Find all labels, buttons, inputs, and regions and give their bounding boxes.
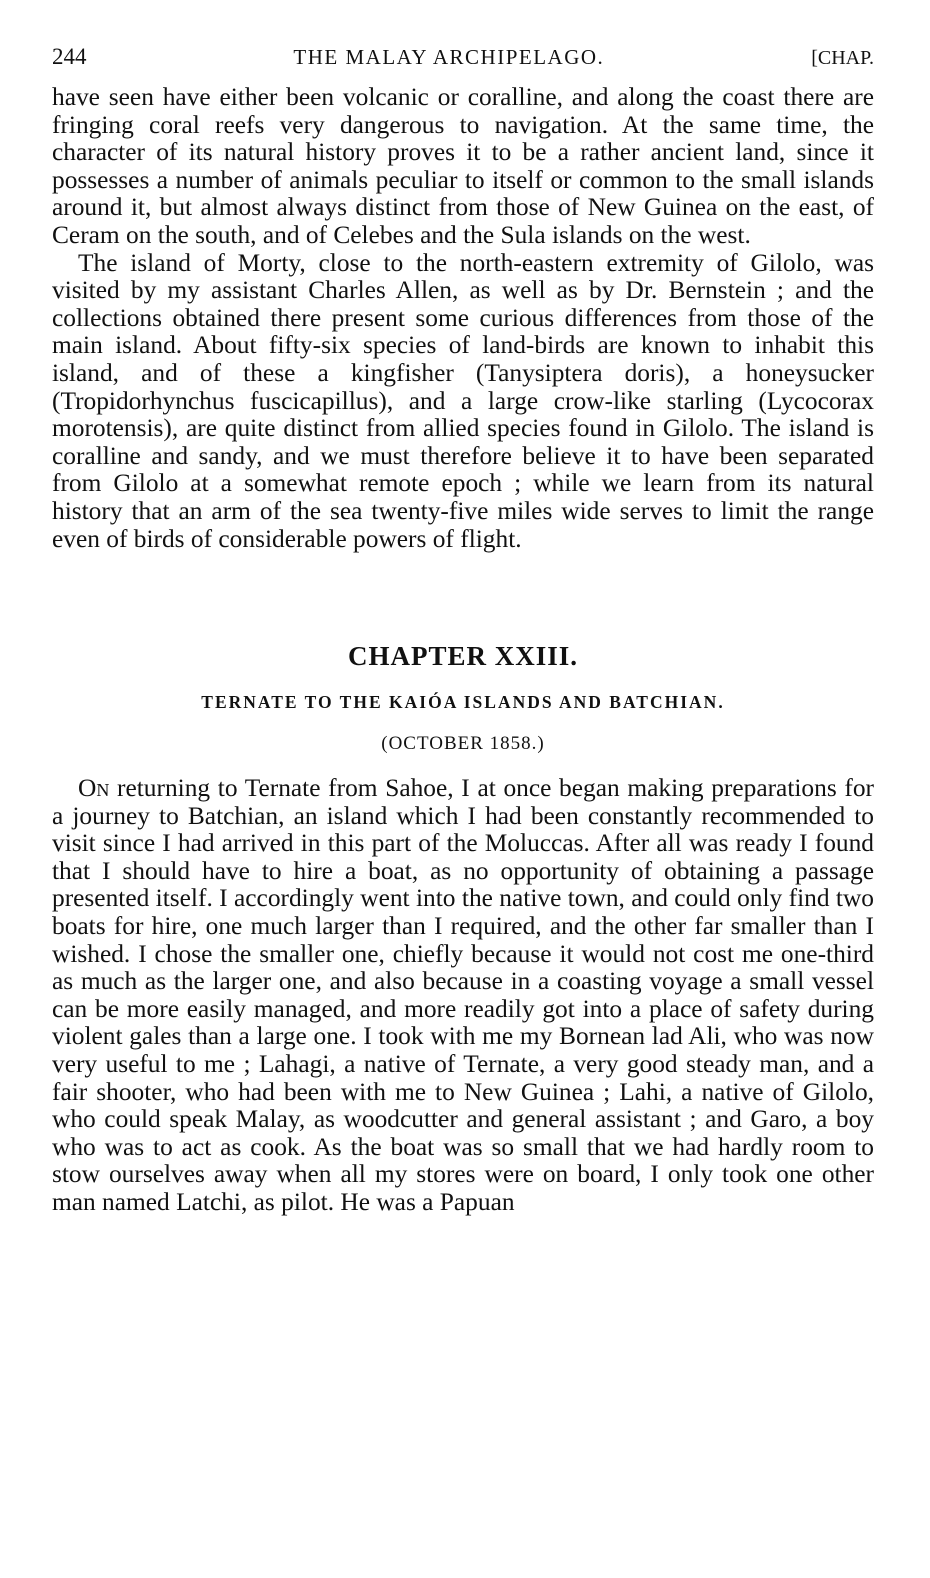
section-gap [52, 553, 874, 641]
chapter-subtitle: TERNATE TO THE KAIÓA ISLANDS AND BATCHIAN. [201, 692, 725, 713]
book-page [52, 44, 874, 1217]
paragraph-continuation: have seen have either been volcanic or coralline, and along the coast there are fringing coral reefs very dangerous to navigation. At the same time, the character of its natural history proves it to be a rather ancient land, since it possesses a number of animals peculiar to itself or common to the small islands around it, but almost always distinct from those of New Guinea on the east, of Ceram on the south, and of Celebes and the Sula islands on the west. [52, 83, 874, 249]
page-number: 244 [52, 44, 87, 69]
opening-text: returning to Ternate from Sahoe, I at once began making preparations for a journey to Batchian, an island which I had been constantly recommended to visit since I had arrived in this part of the Moluccas. After all was ready I found that I should have to hire a boat, as no opportunity of obtaining a passage presented itself. I accordingly went into the native town, and could only find two boats for hire, one much larger than I required, and the other far smaller than I wished. I chose the smaller one, chiefly because it would not cost me one-third as much as the larger one, and also because in a coasting voyage a small vessel can be more easily managed, and more readily got into a place of safety during violent gales than a large one. I took with me my Bornean lad Ali, who was now very useful to me ; Lahagi, a native of Ternate, a very good steady man, and a fair shooter, who had been with me to New Guinea ; Lahi, a native of Gilolo, who could speak Malay, as woodcutter and general assistant ; and Garo, a boy who was to act as cook. As the boat was so small that we had hardly room to stow ourselves away when all my stores were on board, I only took one other man named Latchi, as pilot. He was a Papuan [52, 774, 874, 1216]
chapter-mark: [CHAP. [811, 47, 874, 69]
chapter-title: CHAPTER XXIII. [347, 641, 579, 672]
paragraph-morty: The island of Morty, close to the north-eastern extremity of Gilolo, was visited by my assistant Charles Allen, as well as by Dr. Bernstein ; and the collections obtained there present some curious differences from those of the main island. About fifty-six species of land-birds are known to inhabit this island, and of these a kingfisher (Tanysiptera doris), a honeysucker (Tropidorhynchus fuscicapillus), and a large crow-like starling (Lycocorax morotensis), are quite distinct from allied species found in Gilolo. The island is coralline and sandy, and we must therefore believe it to have been separated from Gilolo at a somewhat remote epoch ; while we learn from its natural history that an arm of the sea twenty-five miles wide serves to limit the range even of birds of considerable powers of flight. [52, 248, 874, 553]
chapter-date: (OCTOBER 1858.) [381, 733, 545, 755]
page-header [52, 44, 874, 84]
chapter-opening-paragraph [52, 775, 874, 1217]
running-title: THE MALAY ARCHIPELAGO. [293, 45, 605, 69]
opening-word: On [78, 774, 110, 803]
